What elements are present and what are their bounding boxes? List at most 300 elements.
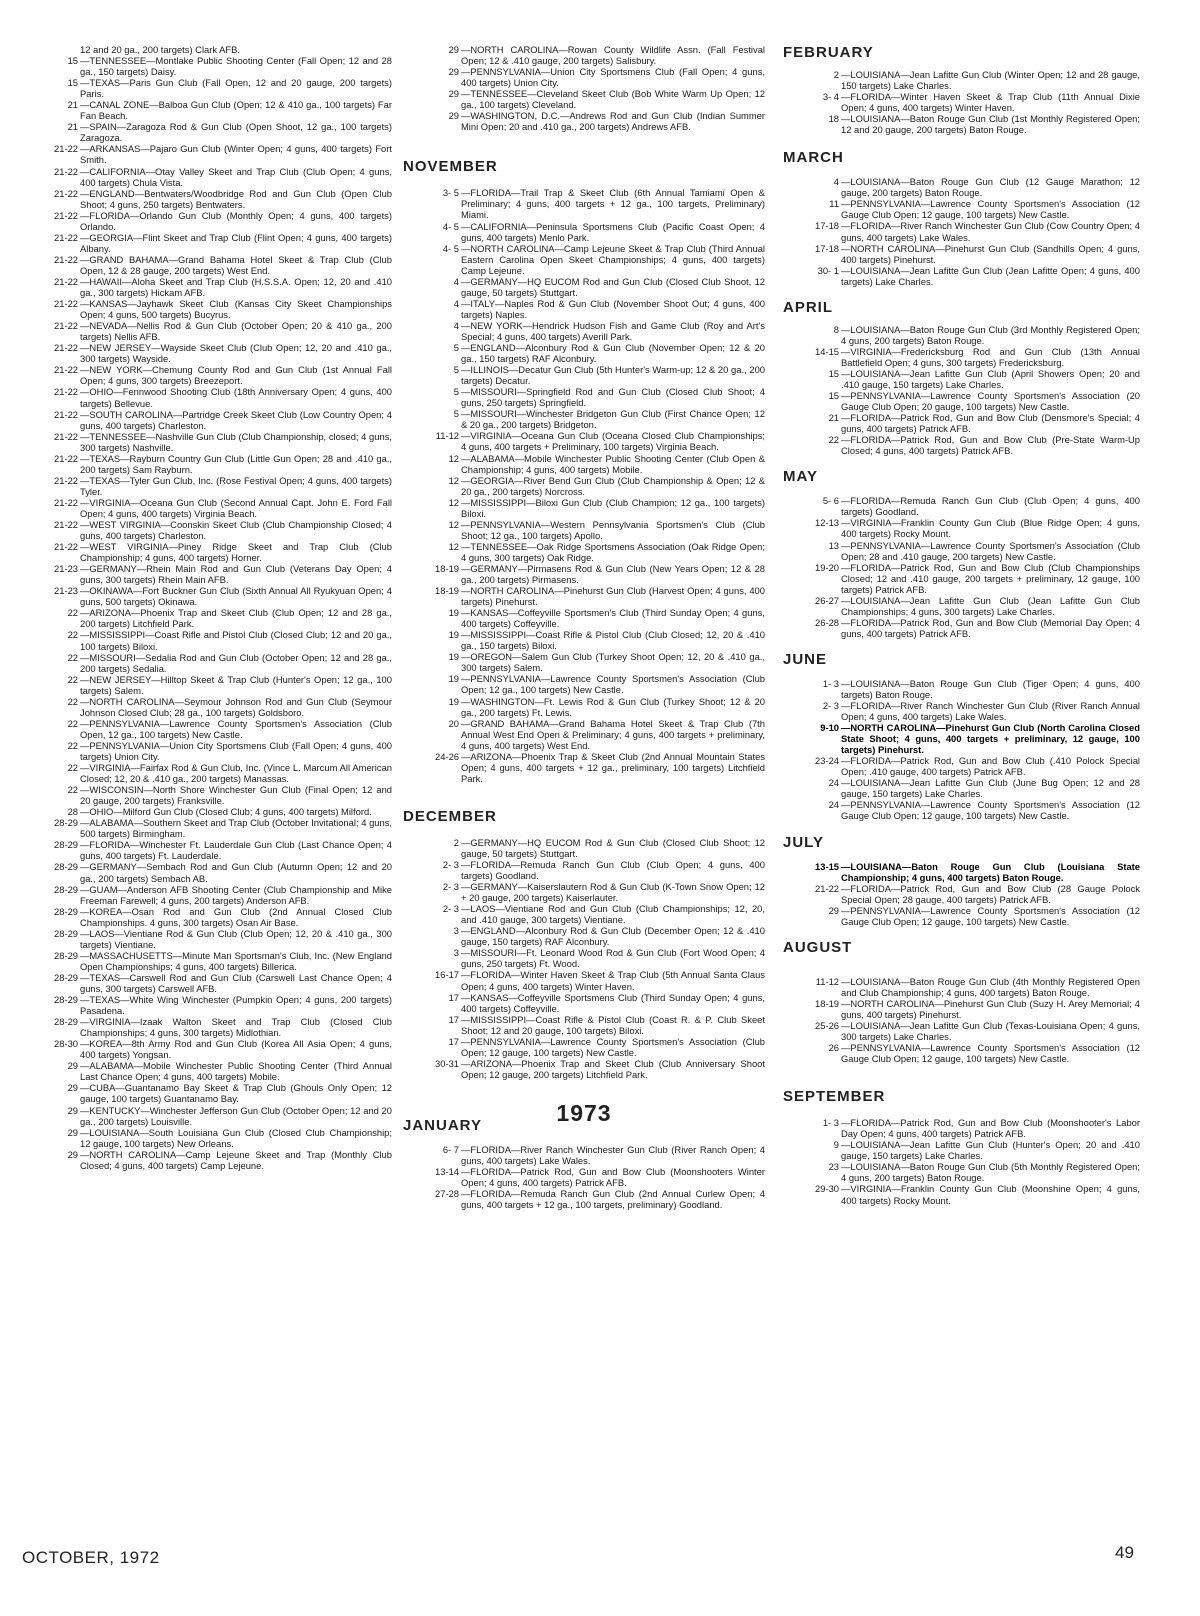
schedule-entry bbox=[783, 799, 1140, 821]
entry-dates: 23 bbox=[828, 1161, 839, 1173]
schedule-entry bbox=[22, 276, 392, 298]
spacer bbox=[783, 668, 1140, 678]
schedule-entry bbox=[783, 1161, 1140, 1183]
schedule-entry bbox=[403, 903, 765, 925]
entry-dates: 28-29 bbox=[54, 994, 78, 1006]
schedule-entry bbox=[783, 91, 1140, 113]
entry-dates: 21-22 bbox=[54, 342, 78, 354]
entry-dates: 2- 3 bbox=[822, 700, 839, 712]
entry-text: —TEXAS—Rayburn Country Gun Club (Little Gun Open; 28 and .410 ga., 200 targets) Sam Rayburn. bbox=[80, 452, 392, 475]
spacer bbox=[783, 1064, 1140, 1088]
schedule-entry bbox=[22, 652, 392, 674]
entry-dates: 29 bbox=[67, 1060, 78, 1072]
schedule-entry bbox=[783, 722, 1140, 755]
entry-text: —FLORIDA—Patrick Rod, Gun and Bow Club (Memorial Day Open; 4 guns, 400 targets) Patrick AFB. bbox=[841, 616, 1140, 639]
entry-dates: 29 bbox=[67, 1082, 78, 1094]
entry-dates: 22 bbox=[67, 739, 78, 751]
entry-dates: 26-27 bbox=[815, 594, 839, 606]
entry-text: —OHIO—Milford Gun Club (Closed Club; 4 guns, 400 targets) Milford. bbox=[80, 806, 372, 818]
entry-text: —CALIFORNIA—Otay Valley Skeet and Trap Club (Club Open; 4 guns, 400 targets) Chula Vista. bbox=[80, 165, 392, 188]
month-heading: FEBRUARY bbox=[783, 44, 874, 61]
entry-dates: 28-29 bbox=[54, 839, 78, 851]
entry-text: —LOUISIANA—Jean Lafitte Gun Club (Jean Lafitte Gun Club Championships; 4 guns, 300 targets) Lake Charles. bbox=[841, 594, 1140, 617]
entry-text: —MISSISSIPPI—Coast Rifle & Pistol Club (Coast R. & P. Club Skeet Shoot; 12 and 20 gauge, 100 targets) Biloxi. bbox=[461, 1013, 765, 1036]
entry-dates: 21-22 bbox=[54, 209, 78, 221]
entry-dates: 29-30 bbox=[815, 1183, 839, 1195]
entry-text: —LOUISIANA—Jean Lafitte Gun Club (Hunter's Open; 20 and .410 gauge, 150 targets) Lake Charles. bbox=[841, 1139, 1140, 1162]
entry-text: —MISSOURI—Ft. Leonard Wood Rod & Gun Club (Fort Wood Open; 4 guns, 250 targets) Ft. Wood. bbox=[461, 947, 765, 970]
entry-dates: 12 bbox=[448, 518, 459, 530]
page-number: 49 bbox=[1115, 1543, 1134, 1562]
schedule-entry bbox=[22, 674, 392, 696]
entry-text: —WEST VIRGINIA—Piney Ridge Skeet and Trap Club (Club Championship; 4 guns, 400 targets) Horner. bbox=[80, 541, 392, 564]
schedule-entry bbox=[403, 837, 765, 859]
schedule-entry bbox=[403, 969, 765, 991]
schedule-entry bbox=[22, 188, 392, 210]
entry-dates: 21-22 bbox=[54, 386, 78, 398]
schedule-entry bbox=[22, 696, 392, 718]
entry-dates: 21-22 bbox=[54, 519, 78, 531]
schedule-entry bbox=[783, 883, 1140, 905]
schedule-entry bbox=[783, 517, 1140, 539]
entry-text: —TENNESSEE—Cleveland Skeet Club (Bob White Warm Up Open; 12 ga., 100 targets) Cleveland. bbox=[461, 88, 765, 111]
entry-text: —MISSISSIPPI—Coast Rifle & Pistol Club (Club Closed; 12, 20 & .410 ga., 150 targets) Biloxi. bbox=[461, 629, 765, 652]
entry-dates: 21-22 bbox=[54, 452, 78, 464]
schedule-entry bbox=[403, 1144, 765, 1166]
schedule-entry bbox=[22, 254, 392, 276]
schedule-entry bbox=[22, 77, 392, 99]
entry-text: —TEXAS—Tyler Gun Club, Inc. (Rose Festival Open; 4 guns, 400 targets) Tyler. bbox=[80, 474, 392, 497]
entry-dates: 28-29 bbox=[54, 861, 78, 873]
entry-text: —VIRGINIA—Oceana Gun Club (Second Annual Capt. John E. Ford Fall Open; 4 guns, 400 targets) Virginia Beach. bbox=[80, 496, 392, 519]
entry-text: —NORTH CAROLINA—Seymour Johnson Rod and Gun Club (Seymour Johnson Closed Club; 28 ga., 100 targets) Goldsboro. bbox=[80, 695, 392, 718]
schedule-entry bbox=[403, 430, 765, 452]
entry-dates: 17 bbox=[448, 1013, 459, 1025]
entry-text: —GEORGIA—River Bend Gun Club (Club Championship & Open; 12 & 20 ga., 200 targets) Norcross. bbox=[461, 474, 765, 497]
entry-dates: 21-22 bbox=[54, 187, 78, 199]
entry-dates: 15 bbox=[828, 390, 839, 402]
entry-text: —MASSACHUSETTS—Minute Man Sportsman's Club, Inc. (New England Open Championships; 4 guns, 400 targets) Billerica. bbox=[80, 949, 392, 972]
schedule-entry bbox=[22, 1105, 392, 1127]
entry-text: —LOUISIANA—South Louisiana Gun Club (Closed Club Championship; 12 gauge, 100 targets) New Orleans. bbox=[80, 1126, 392, 1149]
entry-text: —GRAND BAHAMA—Grand Bahama Hotel Skeet & Trap Club (Club Open, 12 & 28 gauge, 200 targets) West End. bbox=[80, 253, 392, 276]
entry-dates: 22 bbox=[67, 762, 78, 774]
entry-text: —GERMANY—Pirmasens Rod & Gun Club (New Years Open; 12 & 28 ga., 200 targets) Pirmasens. bbox=[461, 562, 765, 586]
year-heading: 1973 bbox=[556, 1099, 612, 1126]
entry-text: —LAOS—Vientiane Rod and Gun Club (Club Championships; 12, 20, and .410 gauge, 300 targets) Vientiane. bbox=[461, 903, 765, 926]
entry-text: —ARIZONA—Phoenix Trap and Skeet Club (Club Open; 12 and 28 ga., 200 targets) Litchfield Park. bbox=[80, 607, 392, 630]
entry-dates: 19 bbox=[448, 673, 459, 685]
schedule-entry bbox=[403, 364, 765, 386]
entry-text: —LOUISIANA—Jean Lafitte Gun Club (Jean Lafitte Open; 4 guns, 400 targets) Lake Charles. bbox=[841, 264, 1140, 287]
schedule-entry bbox=[22, 1082, 392, 1104]
schedule-entry bbox=[783, 905, 1140, 927]
entry-text: —CANAL ZONE—Balboa Gun Club (Open; 12 & 410 ga., 100 targets) Far Fan Beach. bbox=[80, 99, 392, 122]
entry-dates: 11-12 bbox=[435, 430, 459, 442]
entry-text: —LOUISIANA—Baton Rouge Gun Club (3rd Monthly Registered Open; 4 guns, 200 targets) Baton Rouge. bbox=[841, 323, 1140, 346]
entry-dates: 22 bbox=[828, 434, 839, 446]
entry-dates: 18-19 bbox=[435, 585, 459, 597]
entry-dates: 21-23 bbox=[54, 585, 78, 597]
entry-text: —CUBA—Guantanamo Bay Skeet & Trap Club (Ghouls Only Open; 12 gauge, 100 targets) Guantanamo Bay. bbox=[80, 1082, 392, 1105]
schedule-entry bbox=[783, 1042, 1140, 1064]
entry-text: —FLORIDA—Remuda Ranch Gun Club (Club Open; 4 guns, 400 targets) Goodland. bbox=[461, 859, 765, 882]
entry-text: —FLORIDA—Patrick Rod, Gun and Bow Club (Pre-State Warm-Up Closed; 4 guns, 400 targets) Patrick AFB. bbox=[841, 434, 1140, 457]
entry-text: —PENNSYLVANIA—Union City Sportsmens Club (Fall Open; 4 guns, 400 targets) Union City. bbox=[80, 739, 392, 762]
schedule-entry bbox=[783, 368, 1140, 390]
entry-dates: 9-10 bbox=[820, 722, 839, 734]
spacer bbox=[783, 822, 1140, 834]
entry-text: —FLORIDA—Winchester Ft. Lauderdale Gun Club (Last Chance Open; 4 guns, 400 targets) Ft. Lauderdale. bbox=[80, 839, 392, 862]
entry-text: —TEXAS—White Wing Winchester (Pumpkin Open; 4 guns, 200 targets) Pasadena. bbox=[80, 994, 392, 1017]
entry-text: —OKINAWA—Fort Buckner Gun Club (Sixth Annual All Ryukyuan Open; 4 guns, 500 targets) Okinawa. bbox=[80, 585, 392, 608]
entry-dates: 22 bbox=[67, 717, 78, 729]
entry-dates: 12 bbox=[448, 540, 459, 552]
entry-dates: 5- 6 bbox=[822, 495, 839, 507]
schedule-entry bbox=[22, 232, 392, 254]
schedule-entry bbox=[22, 44, 392, 55]
schedule-entry bbox=[403, 859, 765, 881]
entry-dates: 5 bbox=[453, 364, 459, 376]
schedule-entry bbox=[783, 69, 1140, 91]
schedule-entry bbox=[403, 408, 765, 430]
entry-dates: 1- 3 bbox=[822, 677, 839, 689]
schedule-entry bbox=[22, 431, 392, 453]
entry-dates: 5 bbox=[453, 408, 459, 420]
entry-text: —LOUISIANA—Jean Lafitte Gun Club (June Bug Open; 12 and 28 gauge, 150 targets) Lake Charles. bbox=[841, 777, 1140, 800]
entry-text: —ITALY—Naples Rod & Gun Club (November Shoot Out; 4 guns, 400 targets) Naples. bbox=[461, 297, 765, 320]
entry-text: 12 and 20 ga., 200 targets) Clark AFB. bbox=[80, 44, 240, 55]
schedule-entry bbox=[22, 861, 392, 883]
entry-dates: 8 bbox=[833, 323, 839, 335]
schedule-entry bbox=[783, 198, 1140, 220]
entry-dates: 30- 1 bbox=[817, 264, 839, 276]
entry-text: —ALABAMA—Southern Skeet and Trap Club (October Invitational; 4 guns, 500 targets) Birmingham. bbox=[80, 817, 392, 840]
spacer bbox=[783, 1105, 1140, 1117]
schedule-entry bbox=[783, 861, 1140, 883]
entry-text: —NORTH CAROLINA—Pinehurst Gun Club (Harvest Open; 4 guns, 400 targets) Pinehurst. bbox=[461, 585, 765, 608]
entry-dates: 23-24 bbox=[815, 755, 839, 767]
entry-dates: 9 bbox=[833, 1139, 839, 1151]
entry-dates: 17 bbox=[448, 991, 459, 1003]
entry-text: —MISSISSIPPI—Biloxi Gun Club (Club Champion; 12 ga., 100 targets) Biloxi. bbox=[461, 496, 765, 519]
entry-dates: 18-19 bbox=[435, 562, 459, 574]
entry-text: —MISSOURI—Winchester Bridgeton Gun Club (First Chance Open; 12 & 20 ga., 200 targets) Bridgeton. bbox=[461, 408, 765, 431]
month-heading: JULY bbox=[783, 833, 824, 851]
schedule-entry bbox=[22, 364, 392, 386]
entry-text: —NEW JERSEY—Wayside Skeet Club (Club Open; 12, 20 and .410 ga., 300 targets) Wayside. bbox=[80, 342, 392, 365]
entry-dates: 11 bbox=[829, 198, 839, 210]
schedule-entry bbox=[22, 386, 392, 408]
schedule-entry bbox=[22, 55, 392, 77]
entry-dates: 17-18 bbox=[815, 220, 839, 232]
schedule-entry bbox=[403, 925, 765, 947]
entry-dates: 25-26 bbox=[815, 1020, 839, 1031]
schedule-entry bbox=[783, 1183, 1140, 1205]
schedule-entry bbox=[783, 390, 1140, 412]
entry-text: —LOUISIANA—Jean Lafitte Gun Club (Texas-Louisiana Open; 4 guns, 300 targets) Lake Charles. bbox=[841, 1020, 1140, 1043]
schedule-entry bbox=[22, 1127, 392, 1149]
entry-dates: 28 bbox=[67, 806, 78, 818]
month-heading: MAY bbox=[783, 468, 818, 486]
spacer bbox=[783, 135, 1140, 149]
entry-text: —TEXAS—Paris Gun Club (Fall Open, 12 and 20 gauge, 200 targets) Paris. bbox=[80, 77, 392, 100]
schedule-entry bbox=[22, 806, 392, 817]
entry-dates: 26 bbox=[828, 1042, 839, 1054]
entry-text: —FLORIDA—Patrick Rod, Gun and Bow Club (Densmore's Special; 4 guns, 400 targets) Patrick AFB. bbox=[841, 412, 1140, 435]
entry-dates: 2- 3 bbox=[442, 881, 459, 893]
schedule-entry bbox=[403, 221, 765, 243]
schedule-entry bbox=[403, 298, 765, 320]
entry-dates: 21-22 bbox=[54, 496, 78, 508]
entry-text: —VIRGINIA—Franklin County Gun Club (Moonshine Open; 4 guns, 400 targets) Rocky Mount. bbox=[841, 1183, 1140, 1206]
entry-dates: 17-18 bbox=[815, 242, 839, 254]
entry-text: —WASHINGTON—Ft. Lewis Rod & Gun Club (Turkey Shoot; 12 & 20 ga., 200 targets) Ft. Lewis. bbox=[461, 695, 765, 718]
schedule-entry bbox=[403, 187, 765, 220]
entry-dates: 21 bbox=[67, 121, 78, 133]
month-heading: NOVEMBER bbox=[403, 158, 498, 176]
schedule-entry bbox=[403, 276, 765, 298]
spacer bbox=[783, 956, 1140, 976]
entry-dates: 12-13 bbox=[815, 517, 839, 529]
entry-dates: 4- 5 bbox=[442, 220, 459, 232]
month-heading: SEPTEMBER bbox=[783, 1088, 886, 1106]
schedule-entry bbox=[783, 595, 1140, 617]
schedule-entry bbox=[403, 497, 765, 519]
entry-dates: 28-29 bbox=[54, 1016, 78, 1028]
entry-dates: 15 bbox=[67, 77, 78, 89]
schedule-entry bbox=[22, 497, 392, 519]
entry-text: —HAWAII—Aloha Skeet and Trap Club (H.S.S.A. Open; 12, 20 and .410 ga., 300 targets) Hickam AFB. bbox=[80, 275, 392, 299]
entry-text: —NORTH CAROLINA—Rowan County Wildlife Assn. (Fall Festival Open; 12 & .410 gauge, 200 targets) Salisbury. bbox=[461, 44, 765, 67]
entry-text: —FLORIDA—Patrick Rod, Gun and Bow Club (28 Gauge Polock Special Open; 28 gauge, 400 targets) Patrick AFB. bbox=[841, 882, 1140, 905]
schedule-entry bbox=[783, 412, 1140, 434]
entry-dates: 21-22 bbox=[54, 320, 78, 332]
month-heading: DECEMBER bbox=[403, 807, 497, 825]
entry-dates: 15 bbox=[828, 367, 839, 379]
spacer bbox=[403, 1134, 765, 1144]
schedule-entry bbox=[403, 243, 765, 276]
entry-text: —WISCONSIN—North Shore Winchester Gun Club (Final Open; 12 and 20 gauge, 200 targets) Franksville. bbox=[80, 784, 392, 807]
entry-text: —FLORIDA—River Ranch Winchester Gun Club (Cow Country Open; 4 guns, 400 targets) Lake Wales. bbox=[841, 220, 1140, 243]
entry-dates: 4 bbox=[453, 319, 459, 331]
entry-text: —KOREA—Osan Rod and Gun Club (2nd Annual Closed Club Championships. 4 guns, 300 targets) Osan Air Base. bbox=[80, 905, 392, 928]
issue-date: OCTOBER, 1972 bbox=[22, 1548, 160, 1567]
schedule-entry bbox=[22, 972, 392, 994]
entry-text: —FLORIDA—Winter Haven Skeet & Trap Club (11th Annual Dixie Open; 4 guns, 400 targets) Winter Haven. bbox=[841, 91, 1140, 114]
entry-text: —NORTH CAROLINA—Pinehurst Gun Club (Suzy H. Arey Memorial; 4 guns, 400 targets) Pinehurst. bbox=[841, 997, 1140, 1020]
schedule-entry bbox=[403, 585, 765, 607]
entry-text: —NORTH CAROLINA—Pinehurst Gun Club (Sandhills Open; 4 guns, 400 targets) Pinehurst. bbox=[841, 242, 1140, 265]
entry-dates: 21-22 bbox=[54, 541, 78, 553]
entry-text: —VIRGINIA—Izaak Walton Skeet and Trap Club (Closed Club Championships; 4 guns, 300 targets) Midlothian. bbox=[80, 1016, 392, 1039]
month-heading: APRIL bbox=[783, 298, 833, 316]
entry-text: —FLORIDA—Trail Trap & Skeet Club (6th Annual Tamiami Open & Preliminary; 4 guns, 400 targets + 12 ga., 100 targets, Preliminary) Miami. bbox=[461, 187, 765, 221]
schedule-entry bbox=[22, 762, 392, 784]
entry-text: —NORTH CAROLINA—Camp Lejeune Skeet & Trap Club (Third Annual Eastern Carolina Open Skeet Championships; 4 guns, 400 targets) Camp Lejeune. bbox=[461, 242, 765, 276]
entry-text: —OHIO—Fennwood Shooting Club (18th Anniversary Open; 4 guns, 400 targets) Bellevue. bbox=[80, 386, 392, 409]
entry-dates: 12 bbox=[448, 496, 459, 508]
entry-text: —LAOS—Vientiane Rod & Gun Club (Club Open; 12, 20 & .410 ga., 300 targets) Vientiane. bbox=[80, 927, 392, 950]
entry-text: —TEXAS—Carswell Rod and Gun Club (Carswell Last Chance Open; 4 guns, 300 targets) Carswell AFB. bbox=[80, 971, 392, 994]
spacer bbox=[783, 851, 1140, 861]
schedule-entry bbox=[403, 1036, 765, 1058]
entry-text: —FLORIDA—Patrick Rod, Gun and Bow Club (Moonshooter's Labor Day Open; 4 guns, 400 targets) Patrick AFB. bbox=[841, 1117, 1140, 1140]
entry-dates: 21-23 bbox=[54, 563, 78, 575]
entry-text: —VIRGINIA—Fredericksburg Rod and Gun Club (13th Annual Battlefield Open; 4 guns, 300 targets) Fredericksburg. bbox=[841, 345, 1140, 368]
entry-dates: 2 bbox=[453, 836, 459, 848]
month-heading: JUNE bbox=[783, 650, 828, 668]
entry-dates: 29 bbox=[828, 904, 839, 916]
spacer bbox=[783, 166, 1140, 176]
entry-dates: 22 bbox=[67, 673, 78, 685]
entry-text: —ENGLAND—Bentwaters/Woodbridge Rod and Gun Club (Open Club Shoot; 4 guns, 250 targets) Bentwaters. bbox=[80, 187, 392, 210]
entry-text: —FLORIDA—Patrick Rod, Gun and Bow Club (Moonshooters Winter Open; 4 guns, 400 targets) Patrick AFB. bbox=[461, 1166, 765, 1189]
schedule-entry bbox=[403, 110, 765, 132]
schedule-entry bbox=[403, 651, 765, 673]
schedule-entry bbox=[22, 817, 392, 839]
entry-text: —PENNSYLVANIA—Lawrence County Sportsmen's Association (12 Gauge Club Open; 12 gauge, 100 targets) New Castle. bbox=[841, 799, 1140, 822]
entry-text: —WASHINGTON, D.C.—Andrews Rod and Gun Club (Indian Summer Mini Open; 20 and .410 ga., 200 targets) Andrews AFB. bbox=[461, 110, 765, 133]
schedule-entry bbox=[783, 540, 1140, 562]
entry-dates: 21-22 bbox=[54, 408, 78, 420]
entry-text: —CALIFORNIA—Peninsula Sportsmens Club (Pacific Coast Open; 4 guns, 400 targets) Menlo Park. bbox=[461, 220, 765, 243]
entry-text: —KANSAS—Coffeyville Sportsmens Club (Third Sunday Open; 4 guns, 400 targets) Coffeyville. bbox=[461, 991, 765, 1014]
entry-dates: 3 bbox=[453, 947, 459, 959]
schedule-entry bbox=[403, 1188, 765, 1210]
spacer bbox=[783, 287, 1140, 299]
entry-dates: 20 bbox=[448, 717, 459, 729]
schedule-entry bbox=[22, 928, 392, 950]
entry-text: —GERMANY—HQ EUCOM Rod and Gun Club (Closed Club Shoot, 12 gauge, 50 targets) Stuttgart. bbox=[461, 275, 765, 298]
schedule-entry bbox=[403, 44, 765, 66]
schedule-entry bbox=[403, 1014, 765, 1036]
spacer bbox=[403, 784, 765, 808]
schedule-entry bbox=[403, 88, 765, 110]
entry-text: —GERMANY—HQ EUCOM Rod & Gun Club (Closed Club Shoot; 12 gauge, 50 targets) Stuttgart. bbox=[461, 836, 765, 859]
month-heading: MARCH bbox=[783, 149, 844, 167]
entry-text: —GUAM—Anderson AFB Shooting Center (Club Championship and Mike Freeman Farewell; 4 guns, 200 targets) Anderson AFB. bbox=[80, 883, 392, 906]
entry-dates: 13-14 bbox=[435, 1166, 459, 1178]
schedule-entry bbox=[403, 519, 765, 541]
schedule-entry bbox=[22, 298, 392, 320]
entry-text: —VIRGINIA—Franklin County Gun Club (Blue Ridge Open; 4 guns, 400 targets) Rocky Mount. bbox=[841, 517, 1140, 540]
schedule-entry bbox=[783, 346, 1140, 368]
schedule-entry bbox=[783, 220, 1140, 242]
entry-dates: 28-29 bbox=[54, 971, 78, 983]
entry-text: —NEW YORK—Chemung County Rod and Gun Club (1st Annual Fall Open; 4 guns, 300 targets) Breezeport. bbox=[80, 364, 392, 387]
entry-dates: 21-22 bbox=[54, 430, 78, 442]
entry-text: —FLORIDA—Patrick Rod, Gun and Bow Club (.410 Polock Special Open; .410 gauge, 400 targets) Patrick AFB. bbox=[841, 755, 1140, 778]
schedule-entry bbox=[22, 166, 392, 188]
entry-text: —FLORIDA—Orlando Gun Club (Monthly Open; 4 guns, 400 targets) Orlando. bbox=[80, 209, 392, 232]
schedule-entry bbox=[783, 324, 1140, 346]
schedule-entry bbox=[783, 777, 1140, 799]
entry-text: —NORTH CAROLINA—Pinehurst Gun Club (North Carolina Closed State Shoot; 4 guns, 400 targets + preliminary, 12 gauge, 100 targets) Pinehurst. bbox=[841, 722, 1140, 756]
entry-dates: 3 bbox=[453, 925, 459, 937]
schedule-entry bbox=[403, 1058, 765, 1080]
entry-text: —LOUISIANA—Baton Rouge Gun Club (Tiger Open; 4 guns, 400 targets) Baton Rouge. bbox=[841, 677, 1140, 700]
entry-text: —NORTH CAROLINA—Camp Lejeune Skeet and Trap (Monthly Club Closed; 4 guns, 400 targets) Camp Lejeune. bbox=[80, 1148, 392, 1171]
schedule-entry bbox=[22, 994, 392, 1016]
schedule-entry bbox=[783, 176, 1140, 198]
schedule-entry bbox=[783, 755, 1140, 777]
entry-dates: 21-22 bbox=[54, 165, 78, 177]
entry-dates: 30-31 bbox=[435, 1057, 459, 1069]
entry-text: —GEORGIA—Flint Skeet and Trap Club (Flint Open; 4 guns, 400 targets) Albany. bbox=[80, 231, 392, 254]
entry-dates: 6- 7 bbox=[442, 1143, 459, 1155]
entry-text: —FLORIDA—River Ranch Winchester Gun Club (River Ranch Annual Open; 4 guns, 400 targets) Lake Wales. bbox=[841, 700, 1140, 723]
schedule-entry bbox=[783, 265, 1140, 287]
month-heading: JANUARY bbox=[403, 1116, 482, 1134]
entry-dates: 22 bbox=[67, 629, 78, 641]
entry-dates: 12 bbox=[448, 452, 459, 464]
entry-dates: 16-17 bbox=[435, 969, 459, 981]
schedule-entry bbox=[783, 976, 1140, 998]
schedule-entry bbox=[22, 585, 392, 607]
month-heading: AUGUST bbox=[783, 938, 853, 956]
schedule-entry bbox=[22, 475, 392, 497]
entry-text: —LOUISIANA—Jean Lafitte Gun Club (Winter Open; 12 and 28 gauge, 150 targets) Lake Charles. bbox=[841, 69, 1140, 92]
entry-text: —NEW JERSEY—Hilltop Skeet & Trap Club (Hunter's Open; 12 ga., 100 targets) Salem. bbox=[80, 673, 392, 696]
entry-dates: 5 bbox=[453, 342, 459, 354]
entry-dates: 4 bbox=[833, 176, 839, 188]
entry-dates: 15 bbox=[67, 55, 78, 67]
entry-dates: 19 bbox=[448, 695, 459, 707]
entry-dates: 28-29 bbox=[54, 949, 78, 961]
entry-dates: 3- 4 bbox=[822, 91, 839, 103]
entry-text: —PENNSYLVANIA—Lawrence County Sportsmen's Association (Club Open; 12 gauge, 100 targets) New Castle. bbox=[461, 1035, 765, 1058]
entry-text: —KOREA—8th Army Rod and Gun Club (Korea All Asia Open; 4 guns, 400 targets) Yongsan. bbox=[80, 1038, 392, 1061]
entry-dates: 29 bbox=[448, 110, 459, 122]
schedule-entry bbox=[783, 998, 1140, 1020]
schedule-entry bbox=[403, 1166, 765, 1188]
entry-text: —MISSOURI—Springfield Rod and Gun Club (Closed Club Shoot; 4 guns, 250 targets) Springfield. bbox=[461, 386, 765, 409]
entry-text: —LOUISIANA—Jean Lafitte Gun Club (April Showers Open; 20 and .410 gauge, 150 targets) Lake Charles. bbox=[841, 367, 1140, 390]
spacer bbox=[783, 485, 1140, 495]
entry-text: —LOUISIANA—Baton Rouge Gun Club (5th Monthly Registered Open; 4 guns, 200 targets) Baton Rouge. bbox=[841, 1161, 1140, 1184]
schedule-entry bbox=[22, 320, 392, 342]
schedule-entry bbox=[403, 320, 765, 342]
schedule-entry bbox=[783, 700, 1140, 722]
entry-text: —ILLINOIS—Decatur Gun Club (5th Hunter's Warm-up; 12 & 20 ga., 200 targets) Decatur. bbox=[461, 364, 765, 387]
entry-text: —LOUISIANA—Baton Rouge Gun Club (Louisiana State Championship; 4 guns, 400 targets) Baton Rouge. bbox=[841, 860, 1140, 883]
schedule-entry bbox=[783, 1020, 1140, 1042]
entry-dates: 21-22 bbox=[54, 474, 78, 486]
spacer bbox=[403, 1080, 765, 1100]
schedule-entry bbox=[403, 673, 765, 695]
schedule-entry bbox=[403, 947, 765, 969]
entry-text: —VIRGINIA—Fairfax Rod & Gun Club, Inc. (Vince L. Marcum All American Closed; 12, 20 & .410 ga., 200 targets) Manassas. bbox=[80, 762, 392, 785]
entry-dates: 28-29 bbox=[54, 817, 78, 829]
schedule-entry bbox=[22, 1016, 392, 1038]
schedule-entry bbox=[403, 992, 765, 1014]
entry-dates: 17 bbox=[448, 1035, 459, 1047]
schedule-entry bbox=[22, 99, 392, 121]
entry-dates: 29 bbox=[448, 88, 459, 100]
entry-text: —FLORIDA—Remuda Ranch Gun Club (2nd Annual Curlew Open; 4 guns, 400 targets + 12 ga., 100 targets, preliminary) Goodland. bbox=[461, 1188, 765, 1211]
entry-dates: 12 bbox=[448, 474, 459, 486]
entry-text: —LOUISIANA—Baton Rouge Gun Club (12 Gauge Marathon; 12 gauge, 200 targets) Baton Rouge. bbox=[841, 176, 1140, 199]
entry-text: —VIRGINIA—Oceana Gun Club (Oceana Closed Club Championships; 4 guns, 400 targets + Preliminary, 100 targets) Virginia Beach. bbox=[461, 430, 765, 453]
schedule-entry bbox=[783, 495, 1140, 517]
schedule-entry bbox=[22, 563, 392, 585]
schedule-entry bbox=[22, 1149, 392, 1171]
entry-dates: 21-22 bbox=[54, 364, 78, 376]
entry-dates: 28-30 bbox=[54, 1038, 78, 1050]
spacer bbox=[783, 639, 1140, 651]
entry-text: —ARIZONA—Phoenix Trap & Skeet Club (2nd Annual Mountain States Open; 4 guns, 400 targets + 12 ga., preliminary, 100 targets) Litchfield Park. bbox=[461, 750, 765, 784]
